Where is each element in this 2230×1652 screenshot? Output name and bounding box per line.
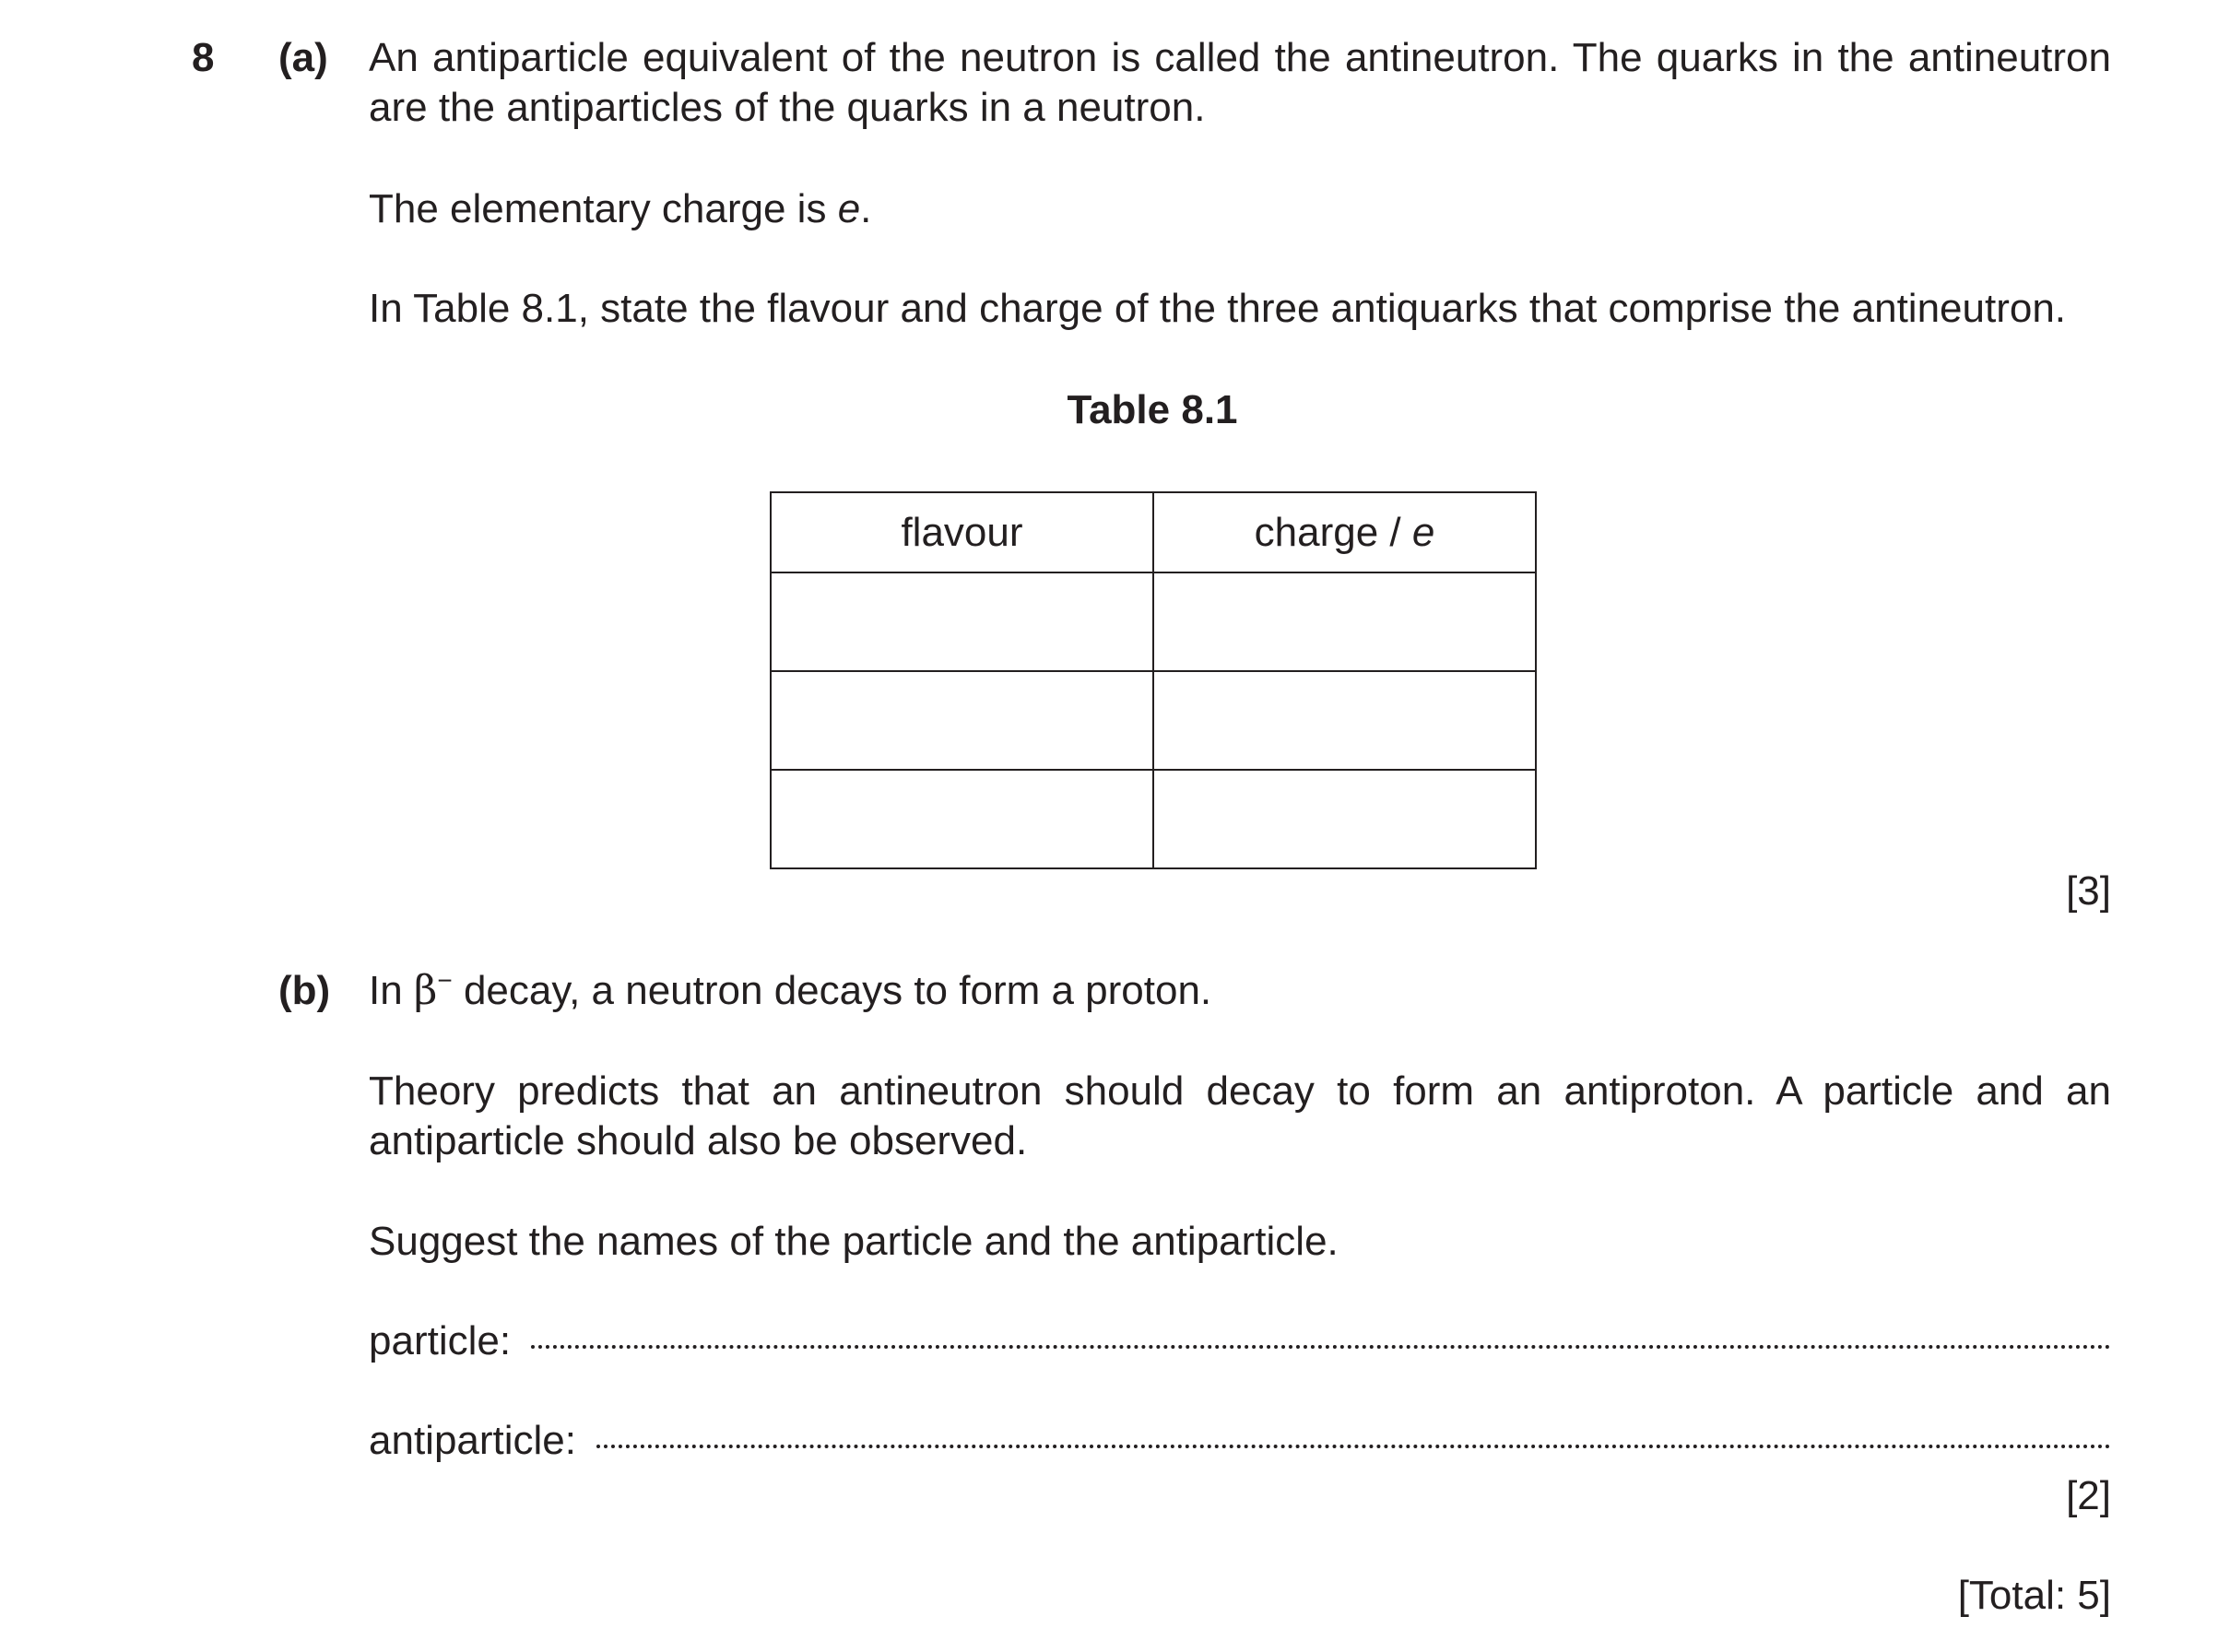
antiparticle-label: antiparticle: [369, 1418, 577, 1463]
flavour-header: flavour [771, 492, 1153, 572]
beta-superscript: − [437, 966, 453, 995]
antiparticle-dotted-line[interactable] [596, 1445, 2111, 1448]
table-8-1 [770, 491, 1537, 869]
particle-label: particle: [369, 1318, 512, 1363]
question-number: 8 [192, 35, 215, 80]
part-b-marks: [2] [2066, 1473, 2111, 1518]
flavour-cell-2[interactable] [771, 671, 1153, 770]
beta-symbol: β [413, 967, 438, 1014]
table-caption: Table 8.1 [1067, 387, 1238, 432]
line1-post: decay, a neutron decays to form a proton. [452, 968, 1212, 1013]
table-row [771, 671, 1536, 770]
charge-cell-2[interactable] [1153, 671, 1536, 770]
charge-header [1153, 492, 1536, 572]
table-header-row [771, 492, 1536, 572]
part-b-suggest: Suggest the names of the particle and the antiparticle. [369, 1219, 1339, 1264]
table-row [771, 770, 1536, 868]
charge-symbol: e [837, 186, 861, 231]
part-a-intro: An antiparticle equivalent of the neutron is called the antineutron. The quarks in the antineutron are the antiparticles of the quarks in a neutron. [369, 35, 2111, 130]
line1-pre: In [369, 968, 414, 1013]
charge-header-text: charge / [1254, 509, 1412, 555]
part-a-label: (a) [278, 35, 328, 80]
flavour-cell-1[interactable] [771, 572, 1153, 671]
part-b-label: (b) [278, 968, 331, 1013]
antiparticle-answer-line[interactable] [369, 1418, 2111, 1464]
charge-cell-1[interactable] [1153, 572, 1536, 671]
table-row [771, 572, 1536, 671]
flavour-cell-3[interactable] [771, 770, 1153, 868]
charge-header-unit: e [1411, 509, 1435, 555]
particle-answer-line[interactable] [369, 1318, 2111, 1364]
charge-text: The elementary charge is [369, 186, 838, 231]
charge-end: . [860, 186, 872, 231]
particle-dotted-line[interactable] [531, 1345, 2111, 1349]
part-b-theory: Theory predicts that an antineutron should decay to form an antiproton. A particle and an antiparticle should also be observed. [369, 1068, 2111, 1163]
total-marks: [Total: 5] [1957, 1573, 2111, 1618]
part-a-instruction: In Table 8.1, state the flavour and charge of the three antiquarks that comprise the antineutron. [369, 286, 2067, 331]
part-a-marks: [3] [2066, 868, 2111, 914]
part-b-line1 [369, 966, 2111, 1016]
charge-cell-3[interactable] [1153, 770, 1536, 868]
elementary-charge-statement [369, 184, 2111, 234]
